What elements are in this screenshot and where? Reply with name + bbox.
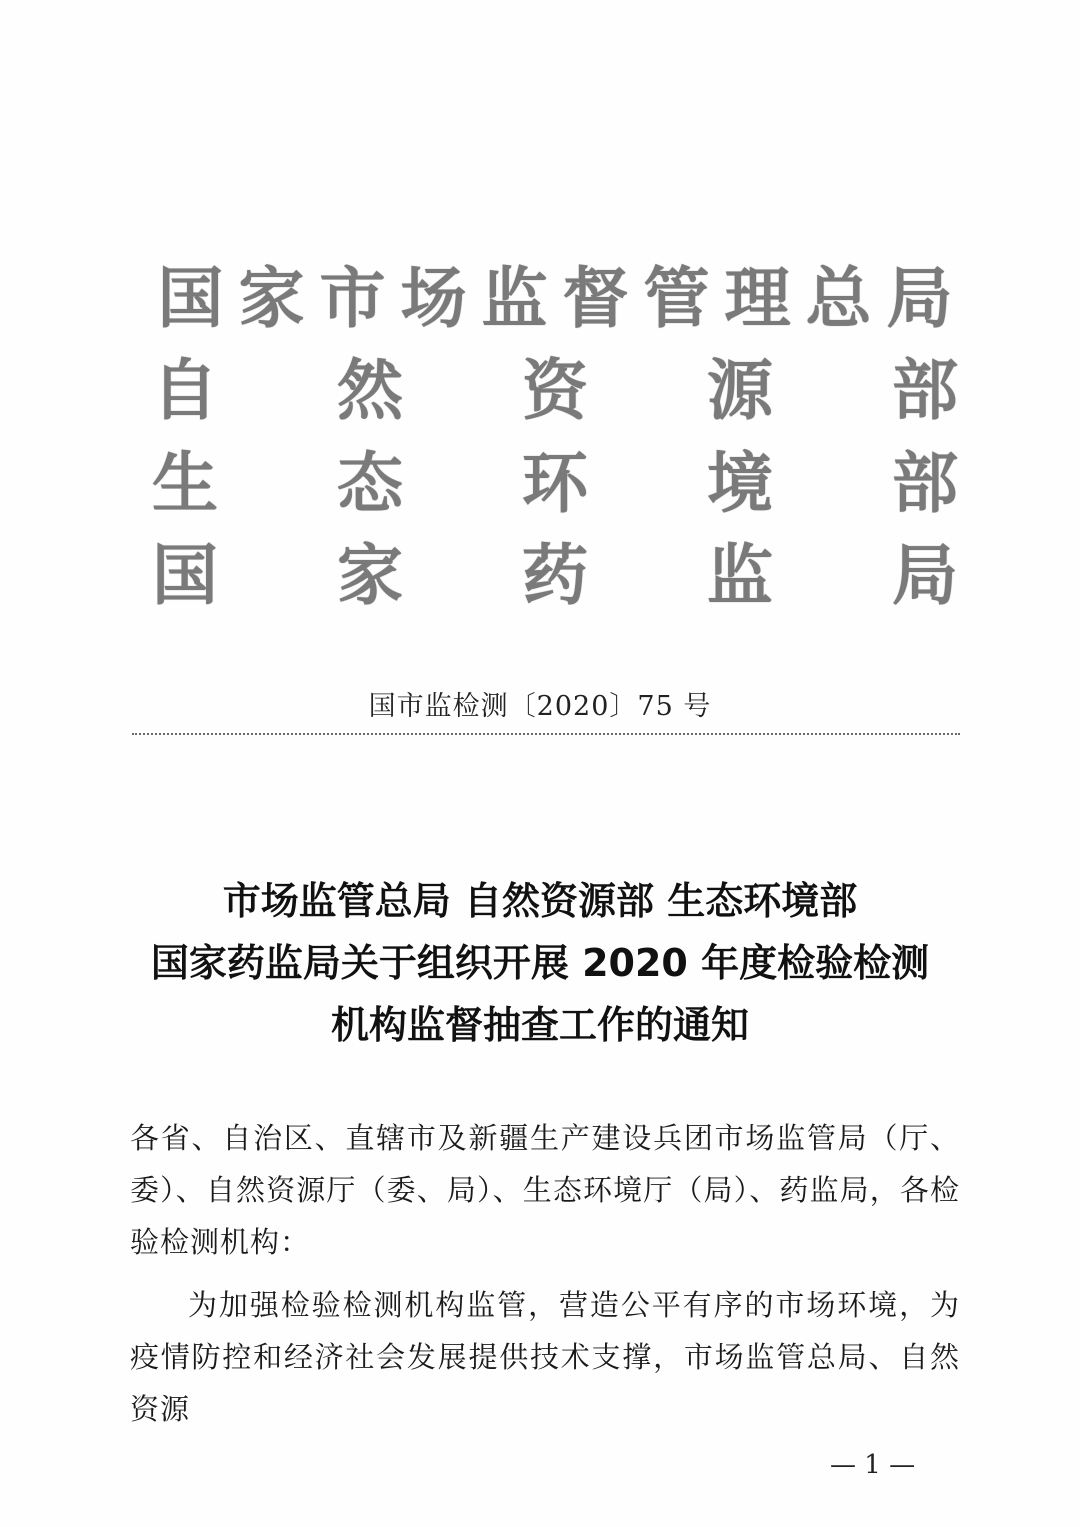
masthead-char: 管 [643,259,710,337]
title-line: 机构监督抽查工作的通知 [330,1003,749,1047]
masthead-char: 态 [337,444,403,522]
masthead-char: 监 [481,259,548,337]
masthead-char: 生 [152,444,218,522]
salutation-addressees: 各省、自治区、直辖市及新疆生产建设兵团市场监管局（厅、委）、自然资源厅（委、局）、生态环境厅（局）、药监局，各检验检测机构： [130,1121,960,1259]
masthead-char: 市 [319,259,386,337]
agency-mee [150,443,960,523]
masthead-char: 自 [152,351,218,429]
masthead-char: 家 [238,259,305,337]
title-line: 国家药监局关于组织开展 2020 年度检验检测 [150,941,930,985]
masthead-char: 国 [152,536,218,614]
masthead-char: 药 [522,536,588,614]
masthead-char: 家 [337,536,403,614]
masthead-char: 资 [522,351,588,429]
agency-nmpa [150,535,960,615]
masthead-char: 总 [805,259,872,337]
masthead-char: 境 [707,444,773,522]
agency-mnr [150,350,960,430]
masthead-char: 场 [400,259,467,337]
masthead-char: 监 [707,536,773,614]
document-title [0,870,1080,1056]
masthead-char: 督 [562,259,629,337]
masthead-char: 国 [157,259,224,337]
body-paragraph: 为加强检验检测机构监管，营造公平有序的市场环境，为疫情防控和经济社会发展提供技术支撑，市场监管总局、自然资源 [130,1288,960,1426]
masthead-char: 部 [892,351,958,429]
title-line: 市场监管总局 自然资源部 生态环境部 [222,879,858,923]
masthead-char: 理 [724,259,791,337]
document-number: 国市监检测〔2020〕75 号 [368,691,712,722]
page-number: — 1 — [830,1450,916,1480]
masthead-char: 然 [337,351,403,429]
masthead-char: 源 [707,351,773,429]
masthead-char: 部 [892,444,958,522]
agency-samr [150,258,960,338]
header-divider [132,733,960,735]
masthead-char: 局 [886,259,953,337]
masthead-char: 局 [892,536,958,614]
masthead-char: 环 [522,444,588,522]
